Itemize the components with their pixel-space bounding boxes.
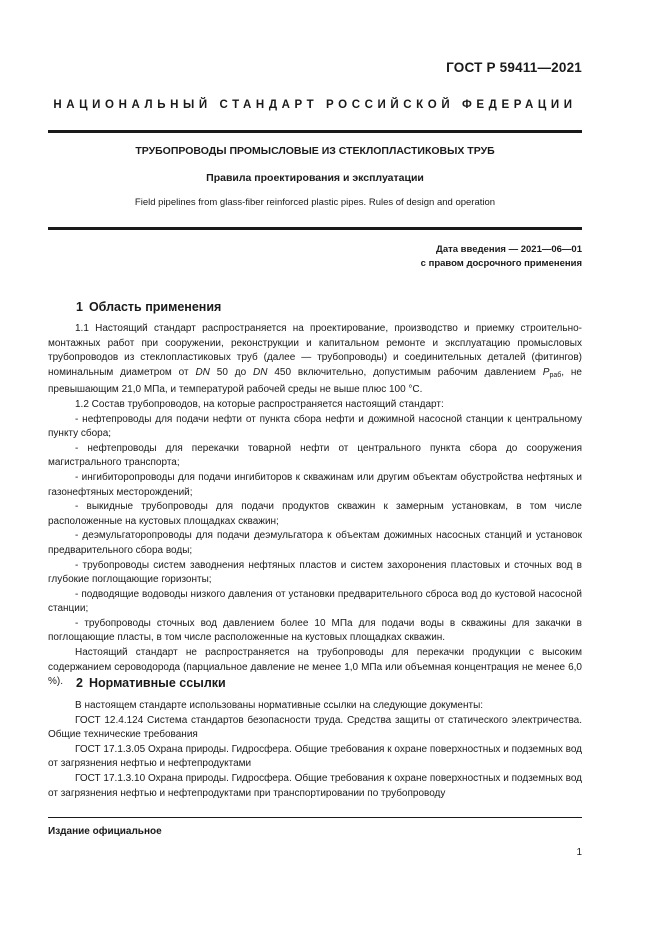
pressure-subscript: раб (549, 371, 562, 379)
section-body (48, 322, 582, 690)
early-application-note: с правом досрочного применения (420, 257, 582, 269)
list-item: - нефтепроводы для подачи нефти от пункта сбора нефти и дожимной насосной станции к центральному пункту сбора; (48, 413, 582, 440)
section-heading (76, 676, 226, 690)
list-item: - нефтепроводы для перекачки товарной нефти от центрального пункта сбора до сооружения магистрального транспорта; (48, 442, 582, 469)
gost-number: ГОСТ Р 59411—2021 (446, 60, 582, 75)
reference-item: ГОСТ 17.1.3.10 Охрана природы. Гидросфера. Общие требования к охране поверхностных и подземных вод от загрязнения нефтью и нефтепродуктами при транспортировании по трубопроводу (48, 772, 582, 799)
national-standard-heading: НАЦИОНАЛЬНЫЙ СТАНДАРТ РОССИЙСКОЙ ФЕДЕРАЦИИ (53, 99, 577, 111)
footer-divider (48, 817, 582, 818)
reference-item: ГОСТ 12.4.124 Система стандартов безопасности труда. Средства защиты от статического электричества. Общие технические требования (48, 714, 582, 741)
list-item: - выкидные трубопроводы для подачи продуктов скважин к замерным установкам, в том числе расположенные на кустовых площадках скважин; (48, 501, 582, 527)
list-item: - подводящие водоводы низкого давления от установки предварительного сброса вод до кустовой насосной станции; (48, 588, 582, 615)
document-title-english: Field pipelines from glass-fiber reinforced plastic pipes. Rules of design and operation (134, 197, 496, 208)
header-divider (48, 130, 582, 133)
section-number: 1 (76, 300, 83, 314)
text-run: 450 включительно, допустимым рабочим давлением (267, 366, 543, 378)
dn-symbol: DN (195, 366, 210, 378)
pressure-symbol: P (542, 366, 550, 378)
list-item: - трубопроводы систем заводнения нефтяных пластов и систем захоронения пластовых и сточных вод в глубокие поглощающие горизонты; (48, 559, 582, 586)
paragraph (48, 322, 582, 398)
text-run: , не превышающим 21,0 МПа, и температурой рабочей среды не выше плюс 100 °С. (48, 366, 582, 396)
list-item: - ингибиторопроводы для подачи ингибиторов к скважинам или другим объектам обустройства нефтяных и газонефтяных месторождений; (48, 471, 582, 498)
paragraph: В настоящем стандарте использованы нормативные ссылки на следующие документы: (75, 700, 484, 711)
title-divider (48, 227, 582, 230)
section-title: Нормативные ссылки (88, 676, 226, 690)
list-item: - трубопроводы сточных вод давлением более 10 МПа для подачи воды в скважины для закачки в поглощающие пласты, в том числе расположенные на кустовых площадках скважин. (48, 617, 582, 644)
paragraph: 1.2 Состав трубопроводов, на которые распространяется настоящий стандарт: (75, 398, 444, 410)
section-number: 2 (76, 676, 83, 690)
text-run: 1.1 Настоящий стандарт распространяется на проектирование, производство и приемку строительно-монтажных работ при сооружении, реконструкции и капитальном ремонте и эксплуатацию промысловых трубопроводов из стеклопластиковых труб (далее — трубопроводы) и соединительных деталей (фитингов) номинальным диаметром от (48, 323, 582, 378)
official-edition-label: Издание официальное (48, 826, 162, 837)
reference-item: ГОСТ 17.1.3.05 Охрана природы. Гидросфера. Общие требования к охране поверхностных и подземных вод от загрязнения нефтью и нефтепродуктами (48, 743, 582, 770)
document-subtitle: Правила проектирования и эксплуатации (206, 172, 424, 184)
section-title: Область применения (88, 300, 222, 314)
document-title: ТРУБОПРОВОДЫ ПРОМЫСЛОВЫЕ ИЗ СТЕКЛОПЛАСТИКОВЫХ ТРУБ (135, 145, 495, 157)
list-item: - деэмульгаторопроводы для подачи деэмульгатора к объектам дожимных насосных станций и установок предварительного сбора воды; (48, 530, 582, 556)
dn-symbol: DN (253, 366, 268, 378)
page-number: 1 (576, 847, 582, 858)
introduction-date-line: Дата введения — 2021—06—01 (436, 244, 582, 255)
section-body (48, 699, 582, 801)
text-run: 50 до (209, 366, 254, 378)
section-heading (76, 300, 221, 314)
introduction-date (421, 243, 582, 270)
paragraph: Настоящий стандарт не распространяется на трубопроводы для перекачки продукции с высоким содержанием сероводорода (парциальное давление не менее 1,0 МПа или объемная концентрация не менее 6,0 %). (48, 647, 582, 688)
